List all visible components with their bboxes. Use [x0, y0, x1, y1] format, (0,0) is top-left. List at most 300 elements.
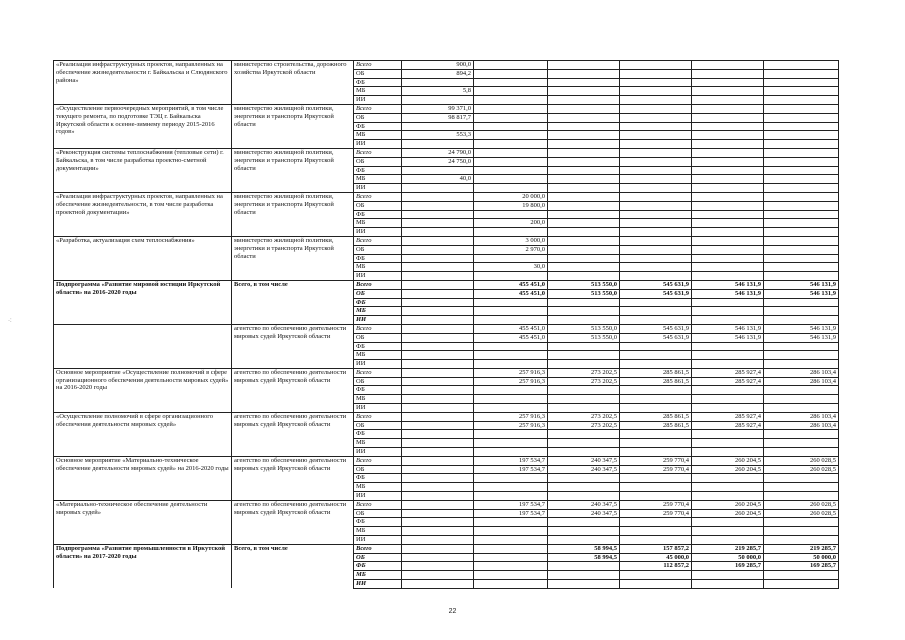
- amount-cell: [548, 404, 620, 413]
- amount-cell: [692, 536, 764, 545]
- funding-source: ФБ: [354, 166, 402, 175]
- measure-description: Основное мероприятие «Материально-техническое обеспечение деятельности мировых судей» на 2016-2020 годы: [54, 456, 232, 500]
- amount-cell: [402, 342, 474, 351]
- amount-cell: [548, 571, 620, 580]
- amount-cell: [692, 342, 764, 351]
- amount-cell: [764, 263, 839, 272]
- funding-source: ИИ: [354, 580, 402, 589]
- amount-cell: [402, 192, 474, 201]
- measure-description: Подпрограмма «Развитие мировой юстиции Иркутской области» на 2016-2020 годы: [54, 280, 232, 324]
- amount-cell: [692, 518, 764, 527]
- amount-cell: [620, 298, 692, 307]
- amount-cell: 219 285,7: [692, 544, 764, 553]
- amount-cell: [620, 527, 692, 536]
- amount-cell: [548, 263, 620, 272]
- page-number: 22: [448, 608, 457, 615]
- amount-cell: 58 994,5: [548, 544, 620, 553]
- amount-cell: [548, 113, 620, 122]
- funding-source: ФБ: [354, 78, 402, 87]
- amount-cell: [402, 536, 474, 545]
- amount-cell: [620, 316, 692, 325]
- funding-source: ОБ: [354, 333, 402, 342]
- amount-cell: [402, 78, 474, 87]
- amount-cell: [692, 580, 764, 589]
- funding-source: МБ: [354, 395, 402, 404]
- amount-cell: 513 550,0: [548, 324, 620, 333]
- amount-cell: [548, 236, 620, 245]
- amount-cell: [548, 148, 620, 157]
- amount-cell: 240 347,5: [548, 456, 620, 465]
- amount-cell: [764, 122, 839, 131]
- amount-cell: 286 103,4: [764, 412, 839, 421]
- responsible-executor: министерство жилищной политики, энергетики и транспорта Иркутской области: [232, 104, 354, 148]
- amount-cell: [620, 254, 692, 263]
- amount-cell: 285 861,5: [620, 421, 692, 430]
- amount-cell: [764, 474, 839, 483]
- amount-cell: 112 857,2: [620, 562, 692, 571]
- amount-cell: [402, 483, 474, 492]
- amount-cell: [402, 395, 474, 404]
- amount-cell: 98 817,7: [402, 113, 474, 122]
- amount-cell: [548, 192, 620, 201]
- amount-cell: [620, 131, 692, 140]
- amount-cell: [402, 351, 474, 360]
- funding-source: ОБ: [354, 113, 402, 122]
- amount-cell: [620, 184, 692, 193]
- funding-source: ОБ: [354, 69, 402, 78]
- amount-cell: 257 916,3: [474, 368, 548, 377]
- amount-cell: [692, 272, 764, 281]
- amount-cell: [764, 580, 839, 589]
- funding-source: МБ: [354, 87, 402, 96]
- amount-cell: [402, 333, 474, 342]
- amount-cell: [474, 166, 548, 175]
- funding-source: Всего: [354, 280, 402, 289]
- measure-description: «Осуществление полномочий в сфере организационного обеспечения деятельности мировых судей»: [54, 412, 232, 456]
- amount-cell: [692, 245, 764, 254]
- amount-cell: 553,3: [402, 131, 474, 140]
- amount-cell: 455 451,0: [474, 289, 548, 298]
- amount-cell: 259 770,4: [620, 509, 692, 518]
- amount-cell: [474, 474, 548, 483]
- amount-cell: [764, 518, 839, 527]
- funding-source: ИИ: [354, 536, 402, 545]
- amount-cell: [402, 201, 474, 210]
- amount-cell: [474, 307, 548, 316]
- amount-cell: [402, 360, 474, 369]
- amount-cell: [474, 404, 548, 413]
- responsible-executor: министерство жилищной политики, энергетики и транспорта Иркутской области: [232, 192, 354, 236]
- funding-source: ФБ: [354, 430, 402, 439]
- amount-cell: 257 916,3: [474, 421, 548, 430]
- amount-cell: 240 347,5: [548, 465, 620, 474]
- amount-cell: [692, 474, 764, 483]
- amount-cell: [692, 439, 764, 448]
- amount-cell: [474, 298, 548, 307]
- amount-cell: 200,0: [474, 219, 548, 228]
- amount-cell: 260 204,5: [692, 509, 764, 518]
- amount-cell: [620, 175, 692, 184]
- amount-cell: [548, 210, 620, 219]
- amount-cell: [764, 571, 839, 580]
- amount-cell: [474, 527, 548, 536]
- amount-cell: [620, 69, 692, 78]
- amount-cell: [692, 360, 764, 369]
- amount-cell: [620, 157, 692, 166]
- amount-cell: 545 631,9: [620, 333, 692, 342]
- amount-cell: [402, 421, 474, 430]
- amount-cell: [474, 104, 548, 113]
- amount-cell: 260 028,5: [764, 500, 839, 509]
- amount-cell: [764, 439, 839, 448]
- amount-cell: [620, 192, 692, 201]
- amount-cell: 2 970,0: [474, 245, 548, 254]
- amount-cell: [402, 166, 474, 175]
- amount-cell: 285 861,5: [620, 368, 692, 377]
- amount-cell: [402, 228, 474, 237]
- amount-cell: [764, 245, 839, 254]
- amount-cell: [692, 448, 764, 457]
- funding-source: МБ: [354, 351, 402, 360]
- amount-cell: [402, 580, 474, 589]
- funding-source: Всего: [354, 236, 402, 245]
- amount-cell: 157 857,2: [620, 544, 692, 553]
- amount-cell: [402, 500, 474, 509]
- amount-cell: [548, 96, 620, 105]
- amount-cell: [620, 148, 692, 157]
- amount-cell: 260 028,5: [764, 465, 839, 474]
- amount-cell: [764, 69, 839, 78]
- funding-source: ОБ: [354, 157, 402, 166]
- measure-description: Подпрограмма «Развитие промышленности в Иркутской области» на 2017-2020 годы: [54, 544, 232, 588]
- amount-cell: [548, 61, 620, 70]
- amount-cell: [692, 404, 764, 413]
- amount-cell: [402, 184, 474, 193]
- amount-cell: [474, 386, 548, 395]
- amount-cell: [620, 430, 692, 439]
- amount-cell: [764, 157, 839, 166]
- table-row: [54, 544, 839, 553]
- amount-cell: [402, 474, 474, 483]
- amount-cell: 546 131,9: [692, 280, 764, 289]
- amount-cell: [548, 122, 620, 131]
- table-body: [54, 61, 839, 589]
- amount-cell: 273 202,5: [548, 368, 620, 377]
- amount-cell: [474, 148, 548, 157]
- amount-cell: 546 131,9: [764, 324, 839, 333]
- table-row: [54, 500, 839, 509]
- amount-cell: [474, 571, 548, 580]
- funding-source: ОБ: [354, 465, 402, 474]
- amount-cell: [692, 192, 764, 201]
- responsible-executor: агентство по обеспечению деятельности мировых судей Иркутской области: [232, 368, 354, 412]
- amount-cell: 285 927,4: [692, 368, 764, 377]
- responsible-executor: агентство по обеспечению деятельности мировых судей Иркутской области: [232, 456, 354, 500]
- responsible-executor: агентство по обеспечению деятельности мировых судей Иркутской области: [232, 324, 354, 368]
- amount-cell: [764, 184, 839, 193]
- amount-cell: [548, 439, 620, 448]
- amount-cell: [764, 360, 839, 369]
- measure-description: «Материально-техническое обеспечение деятельности мировых судей»: [54, 500, 232, 544]
- funding-source: МБ: [354, 527, 402, 536]
- funding-source: МБ: [354, 483, 402, 492]
- funding-source: Всего: [354, 192, 402, 201]
- amount-cell: [764, 272, 839, 281]
- funding-source: МБ: [354, 131, 402, 140]
- funding-source: ИИ: [354, 492, 402, 501]
- amount-cell: [548, 219, 620, 228]
- amount-cell: [692, 210, 764, 219]
- amount-cell: [548, 562, 620, 571]
- amount-cell: [764, 395, 839, 404]
- amount-cell: [402, 140, 474, 149]
- amount-cell: [548, 87, 620, 96]
- funding-source: Всего: [354, 412, 402, 421]
- amount-cell: [402, 122, 474, 131]
- amount-cell: [474, 228, 548, 237]
- amount-cell: [548, 104, 620, 113]
- amount-cell: [474, 351, 548, 360]
- amount-cell: [402, 263, 474, 272]
- amount-cell: [402, 544, 474, 553]
- amount-cell: [620, 360, 692, 369]
- amount-cell: 260 204,5: [692, 456, 764, 465]
- amount-cell: [474, 157, 548, 166]
- funding-source: Всего: [354, 61, 402, 70]
- amount-cell: 169 285,7: [764, 562, 839, 571]
- amount-cell: [548, 483, 620, 492]
- funding-source: ОБ: [354, 201, 402, 210]
- table-row: [54, 148, 839, 157]
- measure-description: «Реализация инфраструктурных проектов, направленных на обеспечение жизнедеятельности г. Байкальска и Слюдянского района»: [54, 61, 232, 105]
- amount-cell: [402, 316, 474, 325]
- amount-cell: [692, 175, 764, 184]
- funding-source: ОБ: [354, 553, 402, 562]
- amount-cell: 45 000,0: [620, 553, 692, 562]
- funding-source: ФБ: [354, 210, 402, 219]
- amount-cell: [764, 236, 839, 245]
- amount-cell: [548, 184, 620, 193]
- amount-cell: [620, 113, 692, 122]
- amount-cell: [548, 140, 620, 149]
- amount-cell: [548, 342, 620, 351]
- amount-cell: 286 103,4: [764, 377, 839, 386]
- amount-cell: 240 347,5: [548, 500, 620, 509]
- amount-cell: [474, 316, 548, 325]
- amount-cell: [548, 272, 620, 281]
- amount-cell: [474, 254, 548, 263]
- amount-cell: 50 000,0: [764, 553, 839, 562]
- amount-cell: [692, 113, 764, 122]
- amount-cell: [402, 430, 474, 439]
- amount-cell: [548, 536, 620, 545]
- funding-source: Всего: [354, 324, 402, 333]
- amount-cell: [402, 219, 474, 228]
- amount-cell: [402, 412, 474, 421]
- table-row: [54, 192, 839, 201]
- funding-source: МБ: [354, 307, 402, 316]
- amount-cell: [548, 492, 620, 501]
- amount-cell: 455 451,0: [474, 324, 548, 333]
- amount-cell: [692, 386, 764, 395]
- amount-cell: [548, 386, 620, 395]
- amount-cell: [764, 210, 839, 219]
- amount-cell: 5,8: [402, 87, 474, 96]
- table-row: [54, 324, 839, 333]
- amount-cell: [402, 307, 474, 316]
- amount-cell: 513 550,0: [548, 333, 620, 342]
- amount-cell: [620, 404, 692, 413]
- amount-cell: [620, 474, 692, 483]
- amount-cell: [764, 96, 839, 105]
- funding-source: Всего: [354, 500, 402, 509]
- amount-cell: [692, 61, 764, 70]
- amount-cell: [548, 228, 620, 237]
- funding-source: ОБ: [354, 289, 402, 298]
- amount-cell: [402, 509, 474, 518]
- amount-cell: [474, 580, 548, 589]
- amount-cell: [474, 69, 548, 78]
- amount-cell: 197 534,7: [474, 509, 548, 518]
- amount-cell: [548, 316, 620, 325]
- amount-cell: [548, 166, 620, 175]
- amount-cell: 240 347,5: [548, 509, 620, 518]
- funding-source: Всего: [354, 368, 402, 377]
- amount-cell: [692, 527, 764, 536]
- amount-cell: [620, 245, 692, 254]
- amount-cell: 285 927,4: [692, 421, 764, 430]
- amount-cell: [474, 96, 548, 105]
- amount-cell: [692, 307, 764, 316]
- amount-cell: [402, 448, 474, 457]
- amount-cell: [764, 104, 839, 113]
- amount-cell: 260 028,5: [764, 509, 839, 518]
- amount-cell: [402, 377, 474, 386]
- measure-description: «Разработка, актуализация схем теплоснабжения»: [54, 236, 232, 280]
- measure-description: «Реализация инфраструктурных проектов, направленных на обеспечение жизнедеятельности, в том числе разработка проектной документации»: [54, 192, 232, 236]
- responsible-executor: министерство жилищной политики, энергетики и транспорта Иркутской области: [232, 148, 354, 192]
- amount-cell: [548, 527, 620, 536]
- amount-cell: [402, 439, 474, 448]
- measure-description: «Осуществление первоочередных мероприятий, в том числе текущего ремонта, по подготовке ТЭЦ г. Байкальска Иркутской области к осенне-зимнему периоду 2015-2016 годов»: [54, 104, 232, 148]
- amount-cell: [620, 536, 692, 545]
- amount-cell: [548, 448, 620, 457]
- responsible-executor: агентство по обеспечению деятельности мировых судей Иркутской области: [232, 500, 354, 544]
- amount-cell: [548, 518, 620, 527]
- amount-cell: [764, 351, 839, 360]
- amount-cell: [620, 263, 692, 272]
- amount-cell: [402, 96, 474, 105]
- table-row: [54, 456, 839, 465]
- amount-cell: 3 000,0: [474, 236, 548, 245]
- amount-cell: [402, 456, 474, 465]
- funding-source: ФБ: [354, 342, 402, 351]
- responsible-executor: министерство строительства, дорожного хозяйства Иркутской области: [232, 61, 354, 105]
- amount-cell: 513 550,0: [548, 289, 620, 298]
- amount-cell: [402, 492, 474, 501]
- funding-source: ФБ: [354, 298, 402, 307]
- amount-cell: [764, 316, 839, 325]
- amount-cell: [620, 580, 692, 589]
- amount-cell: 545 631,9: [620, 324, 692, 333]
- amount-cell: [474, 439, 548, 448]
- amount-cell: [548, 307, 620, 316]
- amount-cell: [402, 324, 474, 333]
- funding-source: ФБ: [354, 474, 402, 483]
- amount-cell: [692, 104, 764, 113]
- amount-cell: [620, 96, 692, 105]
- amount-cell: [402, 465, 474, 474]
- amount-cell: [474, 448, 548, 457]
- amount-cell: [620, 61, 692, 70]
- amount-cell: [692, 148, 764, 157]
- amount-cell: [692, 492, 764, 501]
- funding-source: ИИ: [354, 184, 402, 193]
- amount-cell: 546 131,9: [692, 333, 764, 342]
- amount-cell: [620, 219, 692, 228]
- amount-cell: [764, 201, 839, 210]
- amount-cell: [620, 201, 692, 210]
- amount-cell: [402, 280, 474, 289]
- amount-cell: [692, 201, 764, 210]
- amount-cell: [474, 113, 548, 122]
- amount-cell: [548, 254, 620, 263]
- amount-cell: [620, 386, 692, 395]
- amount-cell: [402, 553, 474, 562]
- amount-cell: [764, 527, 839, 536]
- amount-cell: [764, 342, 839, 351]
- funding-source: ФБ: [354, 122, 402, 131]
- funding-source: ИИ: [354, 228, 402, 237]
- funding-source: ИИ: [354, 404, 402, 413]
- amount-cell: [620, 272, 692, 281]
- amount-cell: 285 927,4: [692, 412, 764, 421]
- amount-cell: [764, 228, 839, 237]
- amount-cell: [764, 131, 839, 140]
- amount-cell: [620, 439, 692, 448]
- amount-cell: [764, 61, 839, 70]
- amount-cell: [692, 78, 764, 87]
- amount-cell: [474, 184, 548, 193]
- amount-cell: 455 451,0: [474, 280, 548, 289]
- amount-cell: [764, 192, 839, 201]
- responsible-executor: министерство жилищной политики, энергетики и транспорта Иркутской области: [232, 236, 354, 280]
- amount-cell: [474, 61, 548, 70]
- amount-cell: [764, 404, 839, 413]
- funding-source: МБ: [354, 175, 402, 184]
- amount-cell: [548, 580, 620, 589]
- amount-cell: [548, 360, 620, 369]
- funding-source: ИИ: [354, 96, 402, 105]
- amount-cell: [764, 219, 839, 228]
- amount-cell: [402, 518, 474, 527]
- amount-cell: [474, 492, 548, 501]
- amount-cell: [402, 245, 474, 254]
- amount-cell: [474, 131, 548, 140]
- amount-cell: [692, 254, 764, 263]
- amount-cell: [620, 492, 692, 501]
- amount-cell: [692, 351, 764, 360]
- amount-cell: [474, 342, 548, 351]
- amount-cell: 24 790,0: [402, 148, 474, 157]
- amount-cell: [764, 254, 839, 263]
- amount-cell: [692, 184, 764, 193]
- amount-cell: 273 202,5: [548, 377, 620, 386]
- amount-cell: [620, 448, 692, 457]
- amount-cell: [764, 78, 839, 87]
- amount-cell: [548, 351, 620, 360]
- amount-cell: 900,0: [402, 61, 474, 70]
